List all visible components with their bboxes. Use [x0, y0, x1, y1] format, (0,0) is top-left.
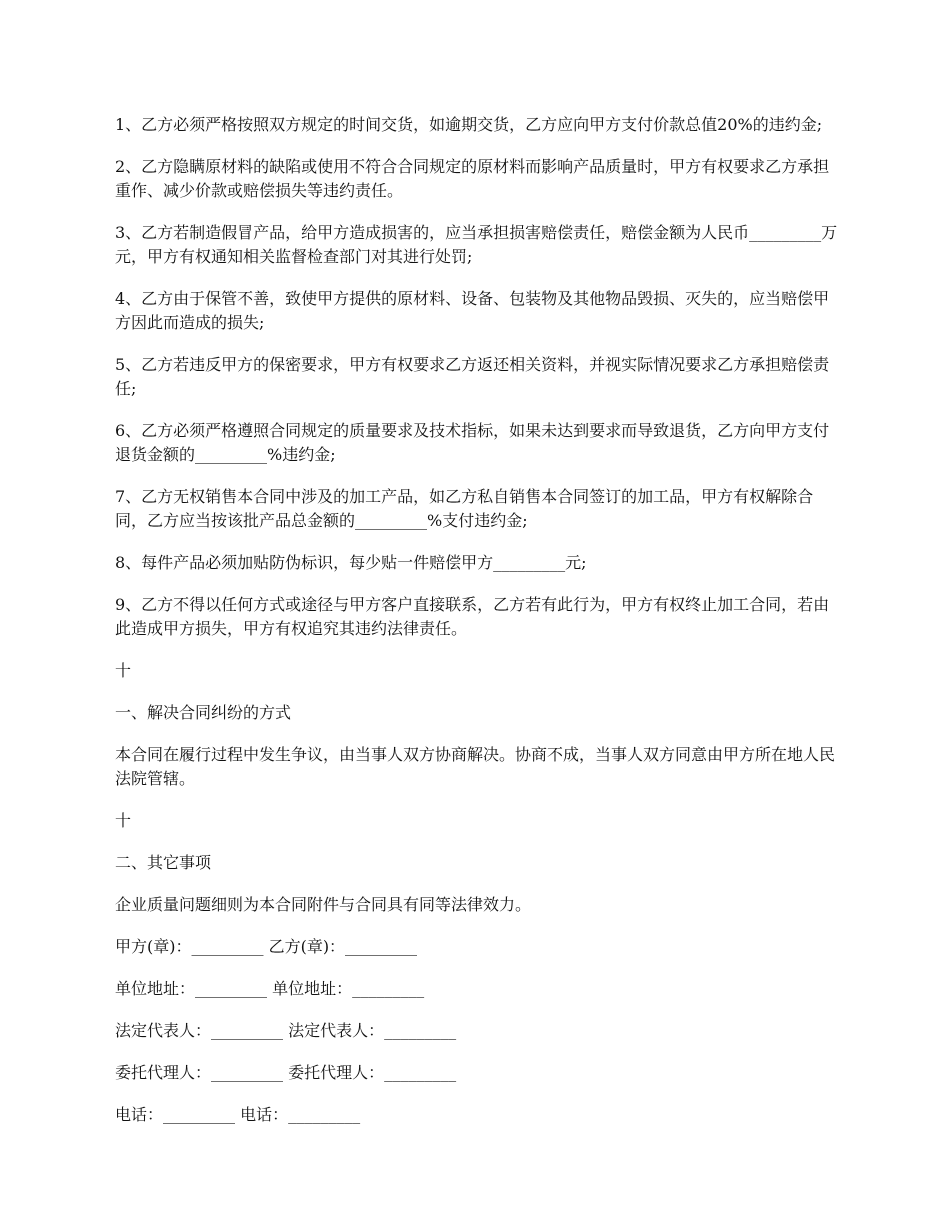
clause-9: 9、乙方不得以任何方式或途径与甲方客户直接联系，乙方若有此行为，甲方有权终止加工合同，若由此造成甲方损失，甲方有权追究其违约法律责任。 — [115, 595, 830, 638]
clause-7: 7、乙方无权销售本合同中涉及的加工产品，如乙方私自销售本合同签订的加工品，甲方有权解除合同，乙方应当按该批产品总金额的_________%支付违约金; — [115, 487, 814, 530]
other-matters-text: 企业质量问题细则为本合同附件与合同具有同等法律效力。 — [115, 895, 532, 914]
section-number: 十 — [115, 811, 132, 830]
phone-line: 电话：_________ 电话：_________ — [115, 1105, 361, 1124]
clause-5: 5、乙方若违反甲方的保密要求，甲方有权要求乙方返还相关资料，并视实际情况要求乙方承担赔偿责任; — [115, 355, 830, 398]
clause-8: 8、每件产品必须加贴防伪标识，每少贴一件赔偿甲方_________元; — [115, 553, 587, 572]
legal-representative-line: 法定代表人：_________ 法定代表人：_________ — [115, 1021, 457, 1040]
document-body — [115, 113, 841, 1145]
authorized-agent-line: 委托代理人：_________ 委托代理人：_________ — [115, 1063, 457, 1082]
clause-6: 6、乙方必须严格遵照合同规定的质量要求及技术指标，如果未达到要求而导致退货，乙方向甲方支付退货金额的_________%违约金; — [115, 421, 830, 464]
clause-1: 1、乙方必须严格按照双方规定的时间交货，如逾期交货，乙方应向甲方支付价款总值20%的违约金; — [115, 115, 823, 134]
clause-3: 3、乙方若制造假冒产品，给甲方造成损害的，应当承担损害赔偿责任，赔偿金额为人民币_________万元，甲方有权通知相关监督检查部门对其进行处罚; — [115, 223, 838, 266]
section-heading-dispute: 一、解决合同纠纷的方式 — [115, 703, 292, 722]
section-heading-other: 二、其它事项 — [115, 853, 212, 872]
dispute-resolution-text: 本合同在履行过程中发生争议，由当事人双方协商解决。协商不成，当事人双方同意由甲方所在地人民法院管辖。 — [115, 745, 836, 788]
address-line: 单位地址：_________ 单位地址：_________ — [115, 979, 425, 998]
section-number: 十 — [115, 661, 132, 680]
clause-4: 4、乙方由于保管不善，致使甲方提供的原材料、设备、包装物及其他物品毁损、灭失的，应当赔偿甲方因此而造成的损失; — [115, 289, 830, 332]
clause-2: 2、乙方隐瞒原材料的缺陷或使用不符合合同规定的原材料而影响产品质量时，甲方有权要求乙方承担重作、减少价款或赔偿损失等违约责任。 — [115, 157, 830, 200]
signature-seal-line: 甲方(章)：_________ 乙方(章)：_________ — [115, 937, 418, 956]
